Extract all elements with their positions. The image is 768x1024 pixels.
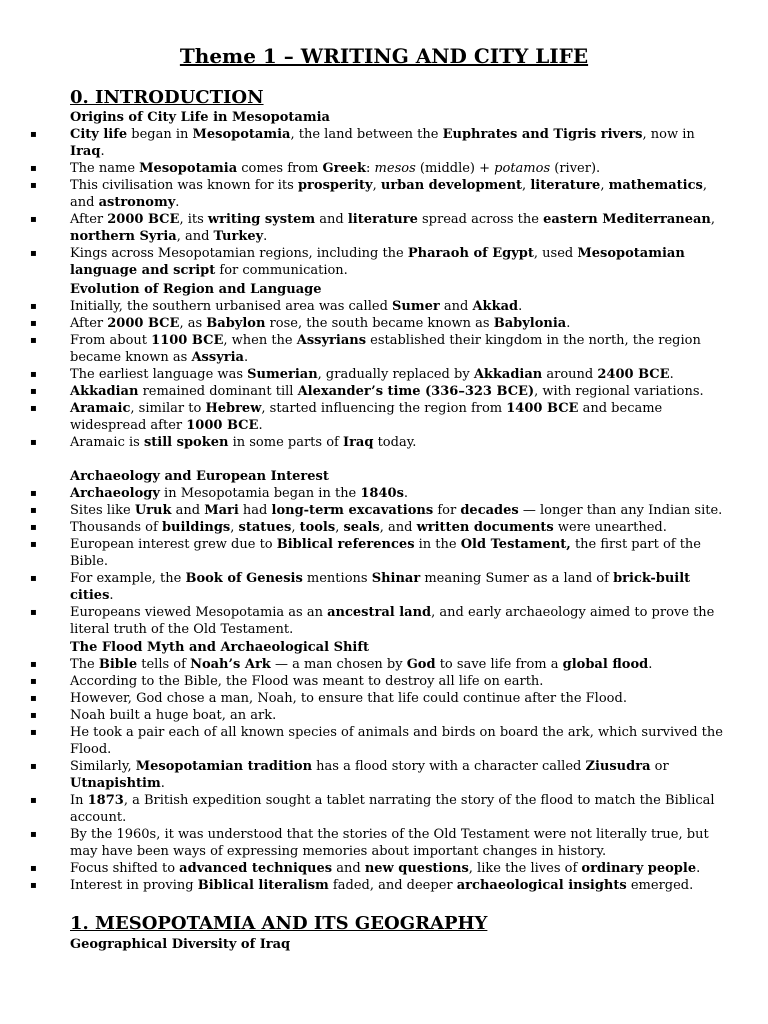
text-run: decades: [460, 503, 519, 518]
text-run: 1840s: [360, 486, 404, 501]
text-run: Hebrew: [205, 401, 262, 416]
text-run: .: [160, 776, 165, 791]
text-run: Sumerian: [247, 367, 318, 382]
text-run: literature: [347, 212, 418, 227]
text-run: long-term excavations: [271, 503, 434, 518]
text-run: Initially, the southern urbanised area was called: [70, 299, 393, 314]
text-run: .: [100, 144, 105, 159]
list-item: [0, 707, 768, 724]
text-run: 2000 BCE: [107, 212, 180, 227]
list-item: [0, 519, 768, 536]
list-item: [0, 177, 768, 211]
bullet-icon: ▪: [30, 693, 37, 704]
text-run: , and: [70, 178, 707, 210]
text-run: According to the Bible, the Flood was meant to destroy all life on earth.: [70, 674, 544, 689]
bullet-icon: ▪: [30, 248, 37, 259]
text-run: Greek: [322, 161, 367, 176]
text-run: 1400 BCE: [506, 401, 579, 416]
list-item: [0, 826, 768, 860]
bullet-icon: ▪: [30, 180, 37, 191]
text-run: ,: [291, 520, 300, 535]
text-run: Biblical references: [276, 537, 415, 552]
text-run: , similar to: [130, 401, 206, 416]
text-run: 1100 BCE: [151, 333, 224, 348]
text-run: , gradually replaced by: [317, 367, 474, 382]
text-run: mentions: [302, 571, 372, 586]
text-run: Akkad: [472, 299, 519, 314]
list-item: [0, 434, 768, 451]
list-item: [0, 298, 768, 315]
bullet-icon: ▪: [30, 880, 37, 891]
subheading-geographical-diversity: Geographical Diversity of Iraq: [70, 937, 291, 952]
text-run: , like the lives of: [468, 861, 582, 876]
bullet-icon: ▪: [30, 573, 37, 584]
text-run: ,: [522, 178, 531, 193]
text-run: mesos: [374, 161, 416, 176]
text-run: Mesopotamia: [139, 161, 238, 176]
bullet-icon: ▪: [30, 437, 37, 448]
text-run: :: [366, 161, 375, 176]
bullet-icon: ▪: [30, 505, 37, 516]
text-run: Aramaic is: [70, 435, 144, 450]
text-run: Uruk: [134, 503, 172, 518]
text-run: Iraq: [342, 435, 374, 450]
text-run: 1873: [87, 793, 124, 808]
subheading-archaeology: Archaeology and European Interest: [70, 469, 329, 484]
text-run: written documents: [416, 520, 554, 535]
list-item: [0, 400, 768, 434]
subheading-origins: Origins of City Life in Mesopotamia: [70, 110, 330, 125]
list-item: [0, 860, 768, 877]
text-run: Turkey: [213, 229, 264, 244]
text-run: spread across the: [417, 212, 544, 227]
list-item: [0, 332, 768, 366]
text-run: archaeological insights: [456, 878, 627, 893]
text-run: brick-built cities: [70, 571, 691, 603]
text-run: For example, the: [70, 571, 186, 586]
text-run: From about: [70, 333, 152, 348]
text-run: seals: [343, 520, 380, 535]
text-run: , and early archaeology aimed to prove the literal truth of the Old Testament.: [70, 605, 715, 637]
text-run: Book of Genesis: [185, 571, 303, 586]
text-run: ,: [710, 212, 716, 227]
text-run: new questions: [364, 861, 469, 876]
text-run: eastern Mediterranean: [543, 212, 711, 227]
text-run: buildings: [161, 520, 231, 535]
text-run: had: [238, 503, 272, 518]
bullet-icon: ▪: [30, 829, 37, 840]
text-run: Europeans viewed Mesopotamia as an: [70, 605, 328, 620]
section-heading-geography: 1. MESOPOTAMIA AND ITS GEOGRAPHY: [70, 913, 488, 934]
bullet-icon: ▪: [30, 301, 37, 312]
text-run: After: [70, 316, 108, 331]
text-run: Mesopotamia: [192, 127, 291, 142]
text-run: The earliest language was: [70, 367, 248, 382]
text-run: and: [439, 299, 473, 314]
text-run: By the 1960s, it was understood that the stories of the Old Testament were not literally true, but may have been ways of expressing memories about important changes in history.: [70, 827, 709, 859]
text-run: prosperity: [297, 178, 373, 193]
text-run: The name: [70, 161, 140, 176]
text-run: in Mesopotamia began in the: [159, 486, 361, 501]
list-item: [0, 673, 768, 690]
text-run: in some parts of: [228, 435, 343, 450]
text-run: rose, the south became known as: [265, 316, 494, 331]
text-run: Mesopotamian tradition: [135, 759, 313, 774]
bullet-icon: ▪: [30, 129, 37, 140]
text-run: Noah’s Ark: [190, 657, 271, 672]
bullet-list-origins: [0, 126, 768, 279]
list-item: [0, 758, 768, 792]
text-run: (river).: [550, 161, 601, 176]
list-item: [0, 724, 768, 758]
text-run: Kings across Mesopotamian regions, including the: [70, 246, 408, 261]
text-run: .: [258, 418, 263, 433]
bullet-list-flood-myth: [0, 656, 768, 894]
text-run: European interest grew due to: [70, 537, 277, 552]
text-run: (middle) +: [415, 161, 495, 176]
text-run: and: [332, 861, 365, 876]
text-run: , when the: [223, 333, 297, 348]
text-run: Utnapishtim: [70, 776, 161, 791]
text-run: The: [70, 657, 99, 672]
list-item: [0, 570, 768, 604]
text-run: ancestral land: [327, 605, 432, 620]
text-run: , started influencing the region from: [261, 401, 507, 416]
text-run: today.: [373, 435, 417, 450]
text-run: for communication.: [215, 263, 348, 278]
section-heading-introduction: 0. INTRODUCTION: [70, 87, 264, 108]
bullet-icon: ▪: [30, 163, 37, 174]
text-run: ,: [230, 520, 239, 535]
text-run: — a man chosen by: [270, 657, 407, 672]
text-run: and: [171, 503, 205, 518]
text-run: Archaeology: [70, 486, 160, 501]
text-run: Sumer: [392, 299, 440, 314]
list-item: [0, 160, 768, 177]
text-run: Bible: [98, 657, 138, 672]
text-run: Euphrates and Tigris rivers: [442, 127, 643, 142]
text-run: urban development: [380, 178, 523, 193]
text-run: tells of: [137, 657, 191, 672]
list-item: [0, 315, 768, 332]
bullet-icon: ▪: [30, 761, 37, 772]
bullet-icon: ▪: [30, 386, 37, 397]
bullet-icon: ▪: [30, 369, 37, 380]
text-run: .: [175, 195, 180, 210]
text-run: potamos: [494, 161, 551, 176]
text-run: global flood: [562, 657, 649, 672]
text-run: ,: [372, 178, 381, 193]
bullet-icon: ▪: [30, 659, 37, 670]
text-run: literature: [530, 178, 601, 193]
text-run: , and: [176, 229, 214, 244]
text-run: .: [109, 588, 114, 603]
text-run: Similarly,: [70, 759, 136, 774]
bullet-icon: ▪: [30, 403, 37, 414]
list-item: [0, 245, 768, 279]
list-item: [0, 656, 768, 673]
text-run: 2400 BCE: [597, 367, 670, 382]
list-item: [0, 366, 768, 383]
text-run: City life: [70, 127, 128, 142]
text-run: Thousands of: [70, 520, 162, 535]
text-run: the first part of the Bible.: [70, 537, 701, 569]
bullet-list-archaeology: [0, 485, 768, 638]
list-item: [0, 126, 768, 160]
text-run: Akkadian: [70, 384, 139, 399]
text-run: faded, and deeper: [328, 878, 457, 893]
text-run: for: [433, 503, 461, 518]
text-run: .: [648, 657, 653, 672]
text-run: comes from: [237, 161, 323, 176]
text-run: , now in: [642, 127, 695, 142]
list-item: [0, 792, 768, 826]
text-run: Shinar: [371, 571, 421, 586]
text-run: Biblical literalism: [197, 878, 329, 893]
text-run: northern Syria: [70, 229, 177, 244]
text-run: , and: [379, 520, 417, 535]
text-run: Iraq: [70, 144, 101, 159]
text-run: God: [406, 657, 436, 672]
list-item: [0, 690, 768, 707]
subheading-flood-myth: The Flood Myth and Archaeological Shift: [70, 640, 369, 655]
text-run: and became widespread after: [70, 401, 663, 433]
text-run: Babylonia: [493, 316, 567, 331]
text-run: .: [243, 350, 249, 365]
text-run: After: [70, 212, 108, 227]
bullet-icon: ▪: [30, 863, 37, 874]
text-run: Sites like: [70, 503, 135, 518]
text-run: Old Testament,: [460, 537, 571, 552]
text-run: Assyria: [191, 350, 244, 365]
text-run: Akkadian: [473, 367, 543, 382]
text-run: still spoken: [143, 435, 229, 450]
text-run: 1000 BCE: [186, 418, 259, 433]
text-run: began in: [127, 127, 193, 142]
bullet-icon: ▪: [30, 795, 37, 806]
text-run: He took a pair each of all known species of animals and birds on board the ark, which survived the Flood.: [70, 725, 723, 757]
text-run: In: [70, 793, 88, 808]
list-item: [0, 877, 768, 894]
text-run: Alexander’s time (336–323 BCE): [297, 384, 535, 399]
text-run: Aramaic: [70, 401, 131, 416]
text-run: were unearthed.: [553, 520, 667, 535]
text-run: Mesopotamian language and script: [70, 246, 685, 278]
list-item: [0, 383, 768, 400]
text-run: and: [315, 212, 348, 227]
text-run: Babylon: [206, 316, 266, 331]
text-run: remained dominant till: [138, 384, 298, 399]
text-run: Pharaoh of Egypt: [407, 246, 534, 261]
bullet-icon: ▪: [30, 488, 37, 499]
text-run: .: [696, 861, 701, 876]
text-run: — longer than any Indian site.: [518, 503, 723, 518]
text-run: emerged.: [626, 878, 694, 893]
bullet-list-evolution: [0, 298, 768, 451]
text-run: around: [542, 367, 598, 382]
list-item: [0, 502, 768, 519]
bullet-icon: ▪: [30, 676, 37, 687]
text-run: ,: [600, 178, 609, 193]
list-item: [0, 536, 768, 570]
bullet-icon: ▪: [30, 522, 37, 533]
text-run: .: [518, 299, 523, 314]
text-run: to save life from a: [435, 657, 563, 672]
text-run: established their kingdom in the north, the region became known as: [70, 333, 701, 365]
list-item: [0, 211, 768, 245]
text-run: or: [650, 759, 669, 774]
text-run: , with regional variations.: [534, 384, 704, 399]
text-run: advanced techniques: [179, 861, 333, 876]
subheading-evolution: Evolution of Region and Language: [70, 282, 322, 297]
text-run: However, God chose a man, Noah, to ensure that life could continue after the Flood.: [70, 691, 627, 706]
text-run: mathematics: [608, 178, 703, 193]
bullet-icon: ▪: [30, 607, 37, 618]
text-run: in the: [414, 537, 461, 552]
text-run: meaning Sumer as a land of: [420, 571, 614, 586]
text-run: Ziusudra: [585, 759, 651, 774]
list-item: [0, 604, 768, 638]
list-item: [0, 485, 768, 502]
text-run: astronomy: [98, 195, 176, 210]
text-run: Assyrians: [296, 333, 367, 348]
text-run: Mari: [204, 503, 239, 518]
bullet-icon: ▪: [30, 335, 37, 346]
bullet-icon: ▪: [30, 539, 37, 550]
bullet-icon: ▪: [30, 318, 37, 329]
text-run: statues: [238, 520, 292, 535]
text-run: , as: [179, 316, 207, 331]
text-run: writing system: [207, 212, 316, 227]
text-run: .: [263, 229, 268, 244]
text-run: Focus shifted to: [70, 861, 180, 876]
bullet-icon: ▪: [30, 214, 37, 225]
text-run: Interest in proving: [70, 878, 198, 893]
text-run: .: [669, 367, 674, 382]
text-run: tools: [299, 520, 336, 535]
text-run: This civilisation was known for its: [70, 178, 298, 193]
text-run: ordinary people: [581, 861, 697, 876]
text-run: .: [403, 486, 409, 501]
text-run: , its: [179, 212, 208, 227]
text-run: , used: [533, 246, 578, 261]
text-run: , a British expedition sought a tablet narrating the story of the flood to match the Biblical account.: [70, 793, 715, 825]
text-run: .: [566, 316, 571, 331]
text-run: has a flood story with a character called: [312, 759, 586, 774]
text-run: 2000 BCE: [107, 316, 180, 331]
text-run: , the land between the: [290, 127, 443, 142]
bullet-icon: ▪: [30, 710, 37, 721]
text-run: Noah built a huge boat, an ark.: [70, 708, 277, 723]
page-title: Theme 1 – WRITING AND CITY LIFE: [179, 44, 589, 68]
text-run: ,: [335, 520, 344, 535]
bullet-icon: ▪: [30, 727, 37, 738]
